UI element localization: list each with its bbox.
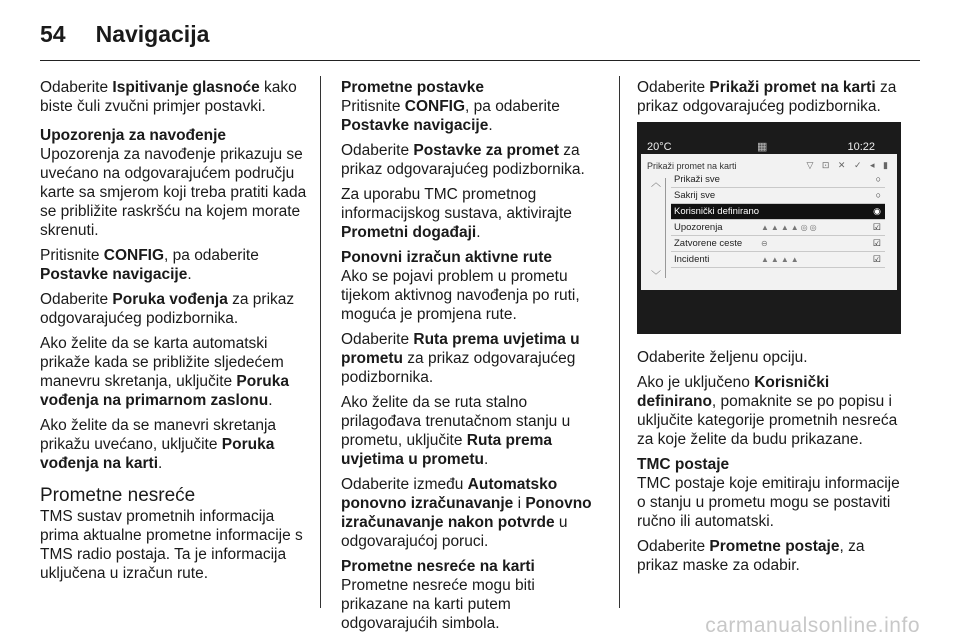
scrollbar-track[interactable] — [665, 178, 666, 278]
paragraph: Odaberite Ispitivanje glasnoće kako biste čuli zvučni primjer postavki. — [40, 79, 297, 115]
closed-road-icon: ⊖ — [761, 239, 770, 248]
warning-symbols-icon: ▲▲▲▲◎◎ — [761, 223, 819, 232]
paragraph: Odaberite Poruka vođenja za prikaz odgovarajućeg podizbornika. — [40, 291, 295, 327]
list-item[interactable]: Zatvorene ceste ⊖ ☑ — [671, 236, 885, 252]
list-item-selected[interactable]: Korisnički definirano ◉ — [671, 204, 885, 220]
column-2 — [341, 78, 603, 639]
section-heading: Prometne nesreće na karti — [341, 558, 535, 575]
apps-grid-icon: ▦ — [757, 141, 768, 153]
list-item[interactable]: Prikaži sve ○ — [671, 172, 885, 188]
paragraph: TMS sustav prometnih informacija prima aktualne prometne informacije s TMS radio postaja. Ta je informacija uključena u izračun rute. — [40, 508, 303, 582]
scroll-up-icon[interactable]: ︿ — [651, 178, 661, 189]
paragraph: Odaberite Prikaži promet na karti za prikaz odgovarajućeg podizbornika. — [637, 79, 897, 115]
page-number: 54 — [40, 20, 66, 47]
radio-icon: ○ — [875, 190, 881, 200]
paragraph: Pritisnite CONFIG, pa odaberite Postavke navigacije. — [341, 98, 560, 134]
status-bar — [637, 136, 901, 152]
checkbox-icon: ☑ — [872, 254, 881, 264]
radio-icon: ○ — [875, 174, 881, 184]
option-list — [671, 172, 885, 268]
menu-window — [641, 154, 897, 290]
section-heading: Upozorenja za navođenje — [40, 127, 227, 144]
paragraph: Pritisnite CONFIG, pa odaberite Postavke navigacije. — [40, 247, 259, 283]
paragraph: Odaberite Ruta prema uvjetima u prometu za prikaz odgovarajućeg podizbornika. — [341, 331, 580, 386]
incident-symbols-icon: ▲▲▲▲ — [761, 255, 801, 264]
window-title: Prikaži promet na karti — [647, 161, 737, 171]
paragraph: Odaberite između Automatsko ponovno izračunavanje i Ponovno izračunavanje nakon potvrde u odgovarajućoj poruci. — [341, 476, 592, 550]
section-title: Prometne nesreće — [40, 485, 196, 506]
paragraph: Ako želite da se manevri skretanja prikažu uvećano, uključite Poruka vođenja na karti. — [40, 417, 277, 472]
column-divider-1 — [320, 76, 321, 608]
infotainment-screenshot — [637, 122, 901, 334]
paragraph: Ako želite da se ruta stalno prilagođava trenutačnom stanju u prometu, uključite Ruta prema uvjetima u prometu. — [341, 394, 571, 468]
radio-selected-icon: ◉ — [873, 206, 881, 216]
header-rule — [40, 60, 920, 61]
paragraph: Odaberite Prometne postaje, za prikaz maske za odabir. — [637, 538, 865, 574]
column-3 — [637, 78, 905, 581]
paragraph: Upozorenja za navođenje prikazuju se uvećano na odgovarajućem području karte sa smjerom koji treba pratiti kada se približite raskršću na kojem morate skrenuti. — [40, 146, 307, 239]
list-item[interactable]: Incidenti ▲▲▲▲ ☑ — [671, 252, 885, 268]
list-item[interactable]: Upozorenja ▲▲▲▲◎◎ ☑ — [671, 220, 885, 236]
page-title: Navigacija — [95, 20, 210, 47]
watermark: carmanualsonline.info — [705, 614, 920, 637]
paragraph: Za uporabu TMC prometnog informacijskog sustava, aktivirajte Prometni događaji. — [341, 186, 572, 241]
scroll-down-icon[interactable]: ﹀ — [651, 271, 661, 282]
column-1 — [40, 78, 308, 589]
section-heading: Ponovni izračun aktivne rute — [341, 249, 553, 266]
clock: 10:22 — [847, 141, 875, 153]
status-icons: ▽ ⊡ ✕ ✓ ◂ ▮ — [806, 160, 891, 170]
paragraph: Ako želite da se karta automatski prikaže kada se približite sljedećem manevru skretanja, uključite Poruka vođenja na primarnom zaslonu. — [40, 335, 289, 409]
column-divider-2 — [619, 76, 620, 608]
paragraph: TMC postaje koje emitiraju informacije o stanju u prometu mogu se postaviti ručno ili automatski. — [637, 475, 900, 530]
list-item[interactable]: Sakrij sve ○ — [671, 188, 885, 204]
paragraph: Odaberite Postavke za promet za prikaz odgovarajućeg podizbornika. — [341, 142, 585, 178]
paragraph: Prometne nesreće mogu biti prikazane na karti putem odgovarajućih simbola. — [341, 577, 535, 632]
temperature-readout: 20°C — [647, 141, 672, 153]
paragraph: Ako je uključeno Korisnički definirano, pomaknite se po popisu i uključite kategorije prometnih nesreća za koje želite da budu prikazane. — [637, 374, 898, 448]
paragraph: Odaberite željenu opciju. — [637, 349, 808, 366]
checkbox-icon: ☑ — [872, 238, 881, 248]
page-header — [40, 14, 209, 54]
section-heading: TMC postaje — [637, 456, 730, 473]
paragraph: Ako se pojavi problem u prometu tijekom aktivnog navođenja po ruti, moguća je promjena rute. — [341, 268, 580, 323]
checkbox-icon: ☑ — [872, 222, 881, 232]
section-heading: Prometne postavke — [341, 79, 484, 96]
